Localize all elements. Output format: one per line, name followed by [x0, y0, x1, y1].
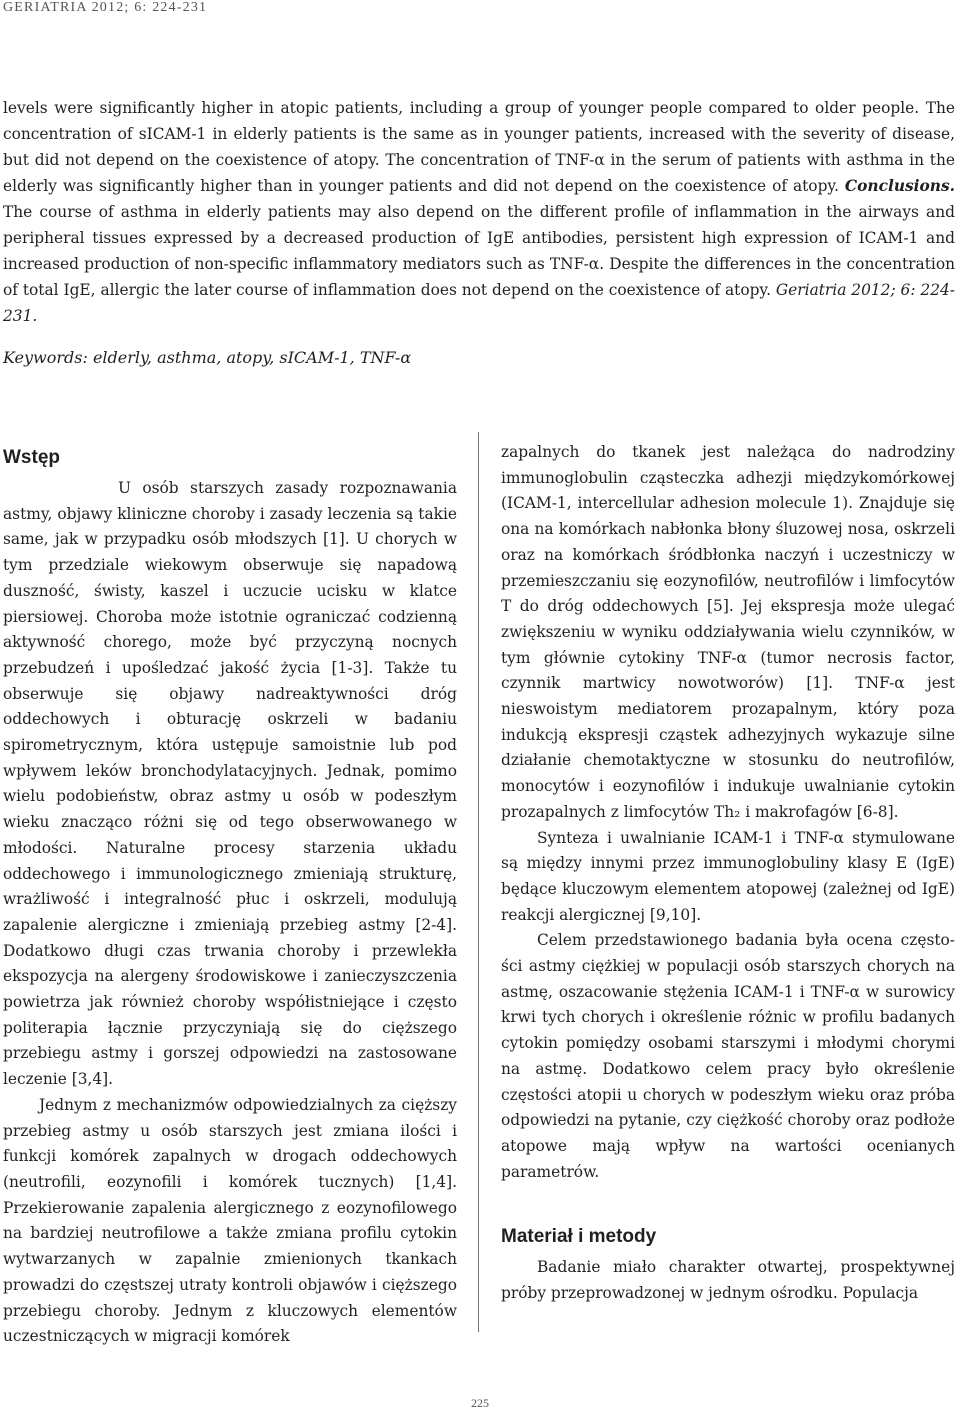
body-paragraph: Celem przedstawionego badania była ocena częstości astmy ciężkiej w populacji osób starszych chorych na astmę, oszacowanie stężenia ICAM-1 i TNF-α w surowicy krwi tych chorych i określenie różnic w profilu badanych cytokin pomiędzy osobami starszymi i młodymi chorymi na astmę. Dodatkowo celem pracy było określenie częstości atopii u chorych w podeszłym wieku oraz próba odpowiedzi na pytanie, czy ciężkość choroby oraz podłoże atopowe mają wpływ na wartości ocenianych parametrów.: [501, 931, 955, 1181]
keywords: Keywords: elderly, asthma, atopy, sICAM-1, TNF-α: [3, 348, 412, 367]
abstract-tail: [3, 95, 955, 329]
section-heading-introduction: Wstęp: [3, 447, 60, 468]
abstract-citation: Geriatria 2012; 6: 224-231.: [3, 281, 955, 325]
abstract-text-part2: The course of asthma in elderly patients may also depend on the different profile of inflammation in the airways and peripheral tissues expressed by a decreased production of IgE antibodies, persistent high expression of ICAM-1 and increased production of non-specific inflammatory mediators such as TNF-α. Despite the differences in the concentration of total IgE, allergic the later course of inflammation does not depend on the coexistence of atopy.: [3, 203, 955, 299]
body-paragraph: Jednym z mechanizmów odpowiedzialnych za cięższy przebieg astmy u osób starszych jest zmiana ilości i funkcji komórek zapalnych w drogach oddechowych (neutrofili, eozynofili i komórek tucznych) [1,4]. Przekierowanie zapalenia alergicznego z eozynofilowego na bardziej neutrofilowe a także zmiana profilu cytokin wytwarzanych w zapalnie zmienionych tkankach prowadzi do częstszej utraty kontroli objawów i cięższego przebiegu choroby. Jednym z kluczowych elementów uczestniczących w migracji komórek: [3, 1095, 457, 1346]
running-header: GERIATRIA 2012; 6: 224-231: [3, 0, 208, 15]
right-column: [501, 440, 955, 1307]
body-paragraph: Synteza i uwalnianie ICAM-1 i TNF-α stymulowane są między innymi przez immunoglobuliny klasy E (IgE) będące kluczowym elementem atopowej (zależnej od IgE) reakcji alergicznej [9,10].: [501, 828, 955, 924]
conclusions-label: Conclusions.: [844, 177, 955, 195]
section-spacer: [501, 1185, 955, 1219]
page-number: 225: [471, 1396, 489, 1410]
left-column: [3, 440, 457, 1350]
abstract-paragraph: [3, 95, 955, 329]
section-heading-methods: Materiał i metody: [501, 1226, 657, 1248]
abstract-text-part1: levels were significantly higher in atopic patients, including a group of younger people compared to older people. The concentration of sICAM-1 in elderly patients is the same as in younger patients, increased with the severity of disease, but did not depend on the coexistence of atopy. The concentration of TNF-α in the serum of patients with asthma in the elderly was significantly higher than in younger patients and did not depend on the coexistence of atopy.: [3, 99, 955, 195]
body-paragraph: U osób starszych zasady rozpoznawania astmy, objawy kliniczne choroby i zasady leczenia są takie same, jak w przypadku osób młodszych [1]. U chorych w tym przedziale wiekowym obserwuje się napadową duszność, świsty, kaszel i uczucie ucisku w klatce piersiowej. Choroba może istotnie ograniczać codzienną aktywność chorego, może być przyczyną nocnych przebudzeń i upośledzać jakość życia [1-3]. Także tu obserwuje się objawy nadreaktywności dróg oddechowych i obturację oskrzeli w badaniu spirometrycznym, która ustępuje samoistnie lub pod wpływem leków bronchodylatacyjnych. Jednak, pomimo wielu podobieństw, obraz astmy u osób w podeszłym wieku znacząco różni się od tego obserwowanego w młodości. Naturalne procesy starzenia układu oddechowego i immunologicznego zmieniają strukturę, wrażliwość i integralność płuc i oskrzeli, modulują zapalenie alergiczne i zmieniają przebieg astmy [2-4]. Dodatkowo długi czas trwania choroby i przewlekła ekspozycja na alergeny środowiskowe i zanieczyszczenia powietrza jak również choroby współistniejące i często politerapia łącznie przyczyniają się do cięższego przebiegu astmy i gorszej odpowiedzi na zastosowane leczenie [3,4].: [3, 479, 457, 1089]
body-paragraph: Badanie miało charakter otwartej, prospektywnej próby przeprowadzonej w jednym ośrodku. Populacja: [501, 1258, 955, 1303]
column-divider: [478, 432, 479, 1332]
body-paragraph: zapalnych do tkanek jest należąca do nadrodziny immunoglobulin cząsteczka adhezji międzykomórkowej (ICAM-1, intercellular adhesion molecule 1). Znajduje się ona na komórkach nabłonka błony śluzowej nosa, oskrzeli oraz na komórkach śródbłonka naczyń i uczestniczy w przemieszczaniu się eozynofilów, neutrofilów i limfocytów T do dróg oddechowych [5]. Jej ekspresja może ulegać zwiększeniu w wyniku oddziaływania wielu czynników, w tym głównie cytokiny TNF-α (tumor necrosis factor, czynnik martwicy nowotworów) [1]. TNF-α jest nieswoistym mediatorem prozapalnym, który poza indukcją ekspresji cząstek adhezyjnych wykazuje silne działanie chemotaktyczne w stosunku do neutrofilów, monocytów i eozynofilów i indukuje uwalnianie cytokin prozapalnych z limfocytów Th₂ i makrofagów [6-8].: [501, 443, 955, 821]
